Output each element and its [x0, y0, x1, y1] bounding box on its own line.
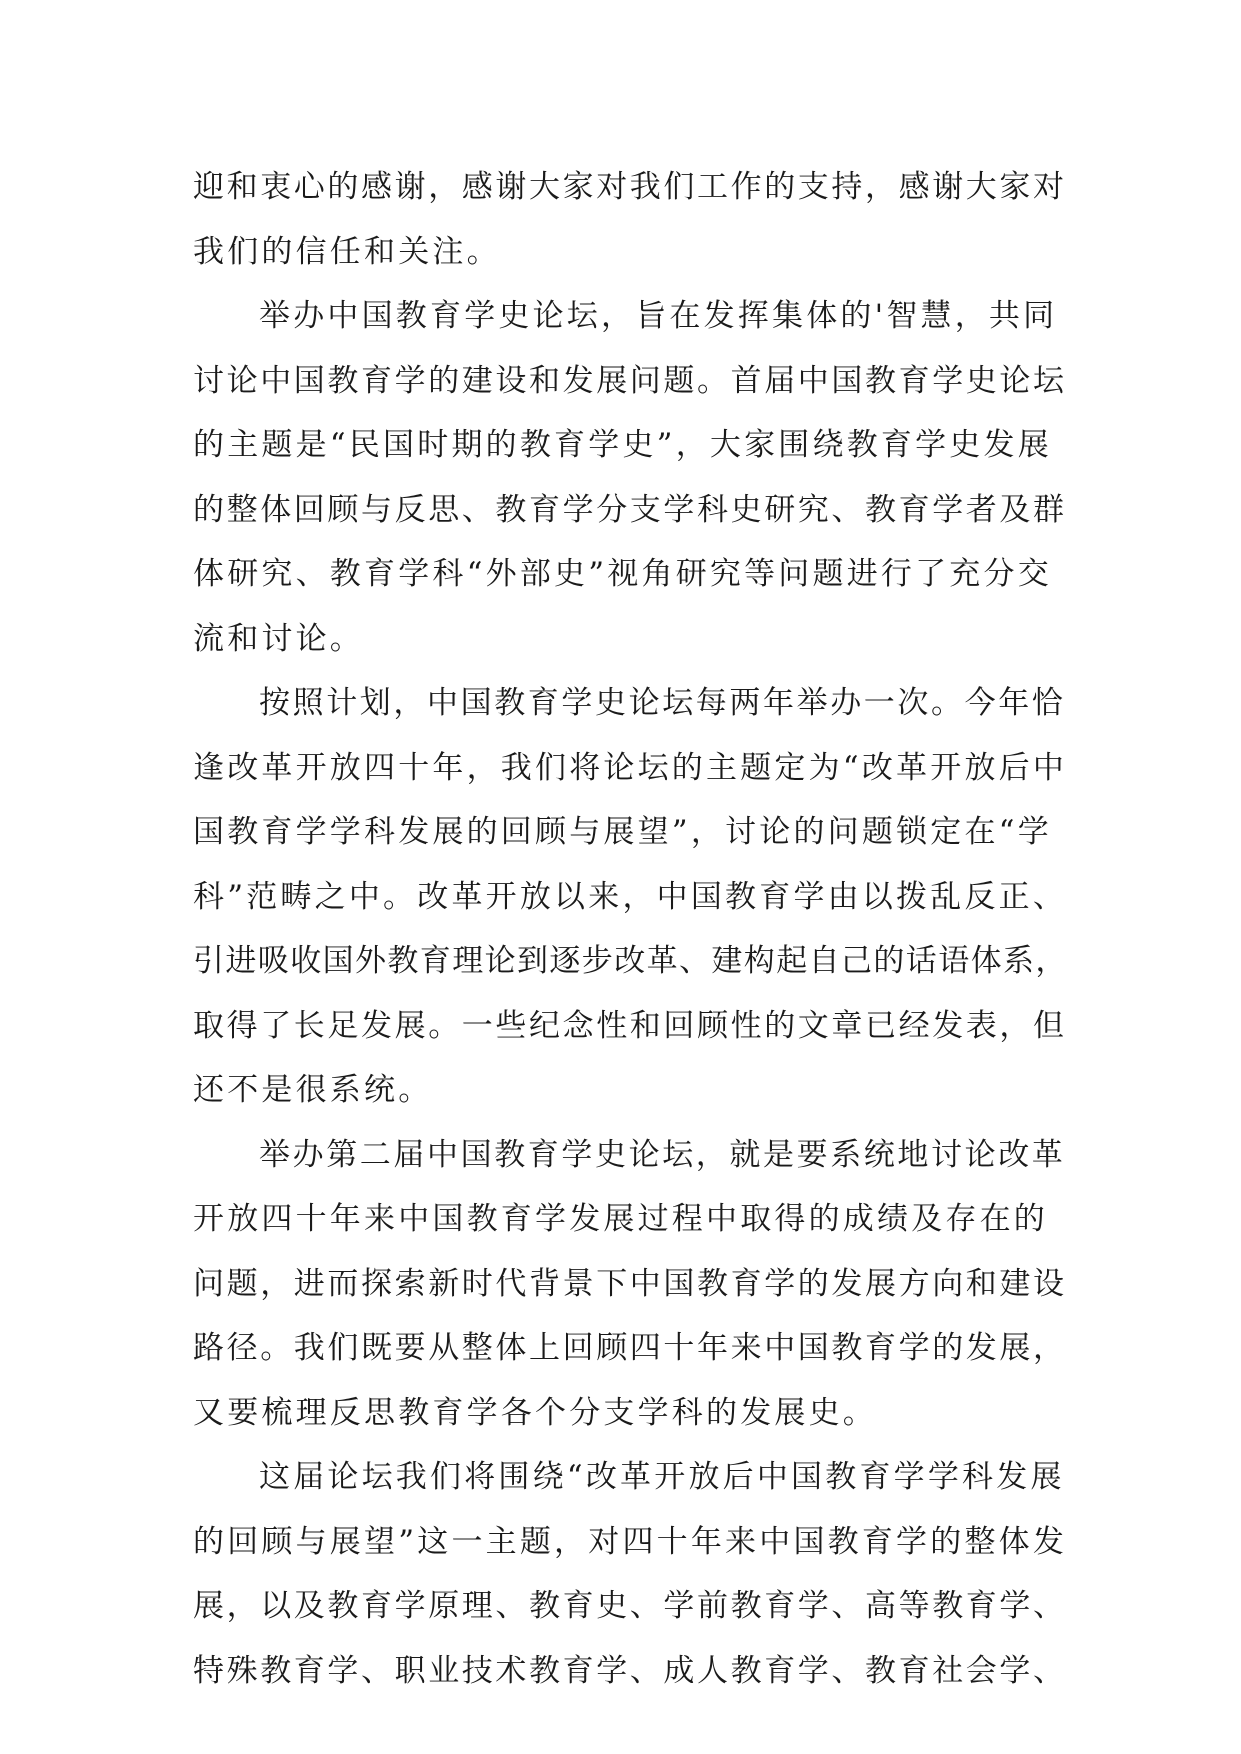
- text-line: 科”范畴之中。改革开放以来，中国教育学由以拨乱反正、: [193, 878, 1068, 915]
- text-line: 路径。我们既要从整体上回顾四十年来中国教育学的发展，: [193, 1330, 1067, 1366]
- document-body: [193, 155, 1069, 1703]
- text-line: 按照计划，中国教育学史论坛每两年举办一次。今年恰: [259, 685, 1066, 721]
- text-line: 的主题是“民国时期的教育学史”，大家围绕教育学史发展: [193, 427, 1052, 463]
- text-line: 举办第二届中国教育学史论坛，就是要系统地讨论改革: [259, 1136, 1066, 1173]
- text-line: 展，以及教育学原理、教育史、学前教育学、高等教育学、: [193, 1588, 1067, 1624]
- text-line: 特殊教育学、职业技术教育学、成人教育学、教育社会学、: [193, 1652, 1067, 1689]
- text-line: 逢改革开放四十年，我们将论坛的主题定为“改革开放后中: [193, 749, 1068, 786]
- text-line: 问题，进而探索新时代背景下中国教育学的发展方向和建设: [193, 1265, 1067, 1302]
- text-line: 取得了长足发展。一些纪念性和回顾性的文章已经发表，但: [193, 1007, 1067, 1044]
- text-line: 体研究、教育学科“外部史”视角研究等问题进行了充分交: [193, 556, 1052, 592]
- text-line: 的回顾与展望”这一主题，对四十年来中国教育学的整体发: [193, 1523, 1068, 1560]
- text-line: 我们的信任和关注。: [193, 233, 501, 270]
- text-line: 的整体回顾与反思、教育学分支学科史研究、教育学者及群: [193, 491, 1067, 528]
- text-line: 引进吸收国外教育理论到逐步改革、建构起自己的话语体系，: [193, 943, 1068, 979]
- text-line: 迎和衷心的感谢，感谢大家对我们工作的支持，感谢大家对: [193, 169, 1067, 205]
- text-line: 开放四十年来中国教育学发展过程中取得的成绩及存在的: [193, 1201, 1048, 1237]
- text-line: 这届论坛我们将围绕“改革开放后中国教育学学科发展: [259, 1459, 1065, 1495]
- text-line: 又要梳理反思教育学各个分支学科的发展史。: [193, 1394, 877, 1431]
- text-line: 流和讨论。: [193, 620, 364, 657]
- text-line: 还不是很系统。: [193, 1072, 433, 1108]
- text-line: 讨论中国教育学的建设和发展问题。首届中国教育学史论坛: [193, 362, 1067, 399]
- text-line: 举办中国教育学史论坛，旨在发挥集体的'智慧，共同: [259, 298, 1058, 334]
- text-line: 国教育学学科发展的回顾与展望”，讨论的问题锁定在“学: [193, 814, 1052, 850]
